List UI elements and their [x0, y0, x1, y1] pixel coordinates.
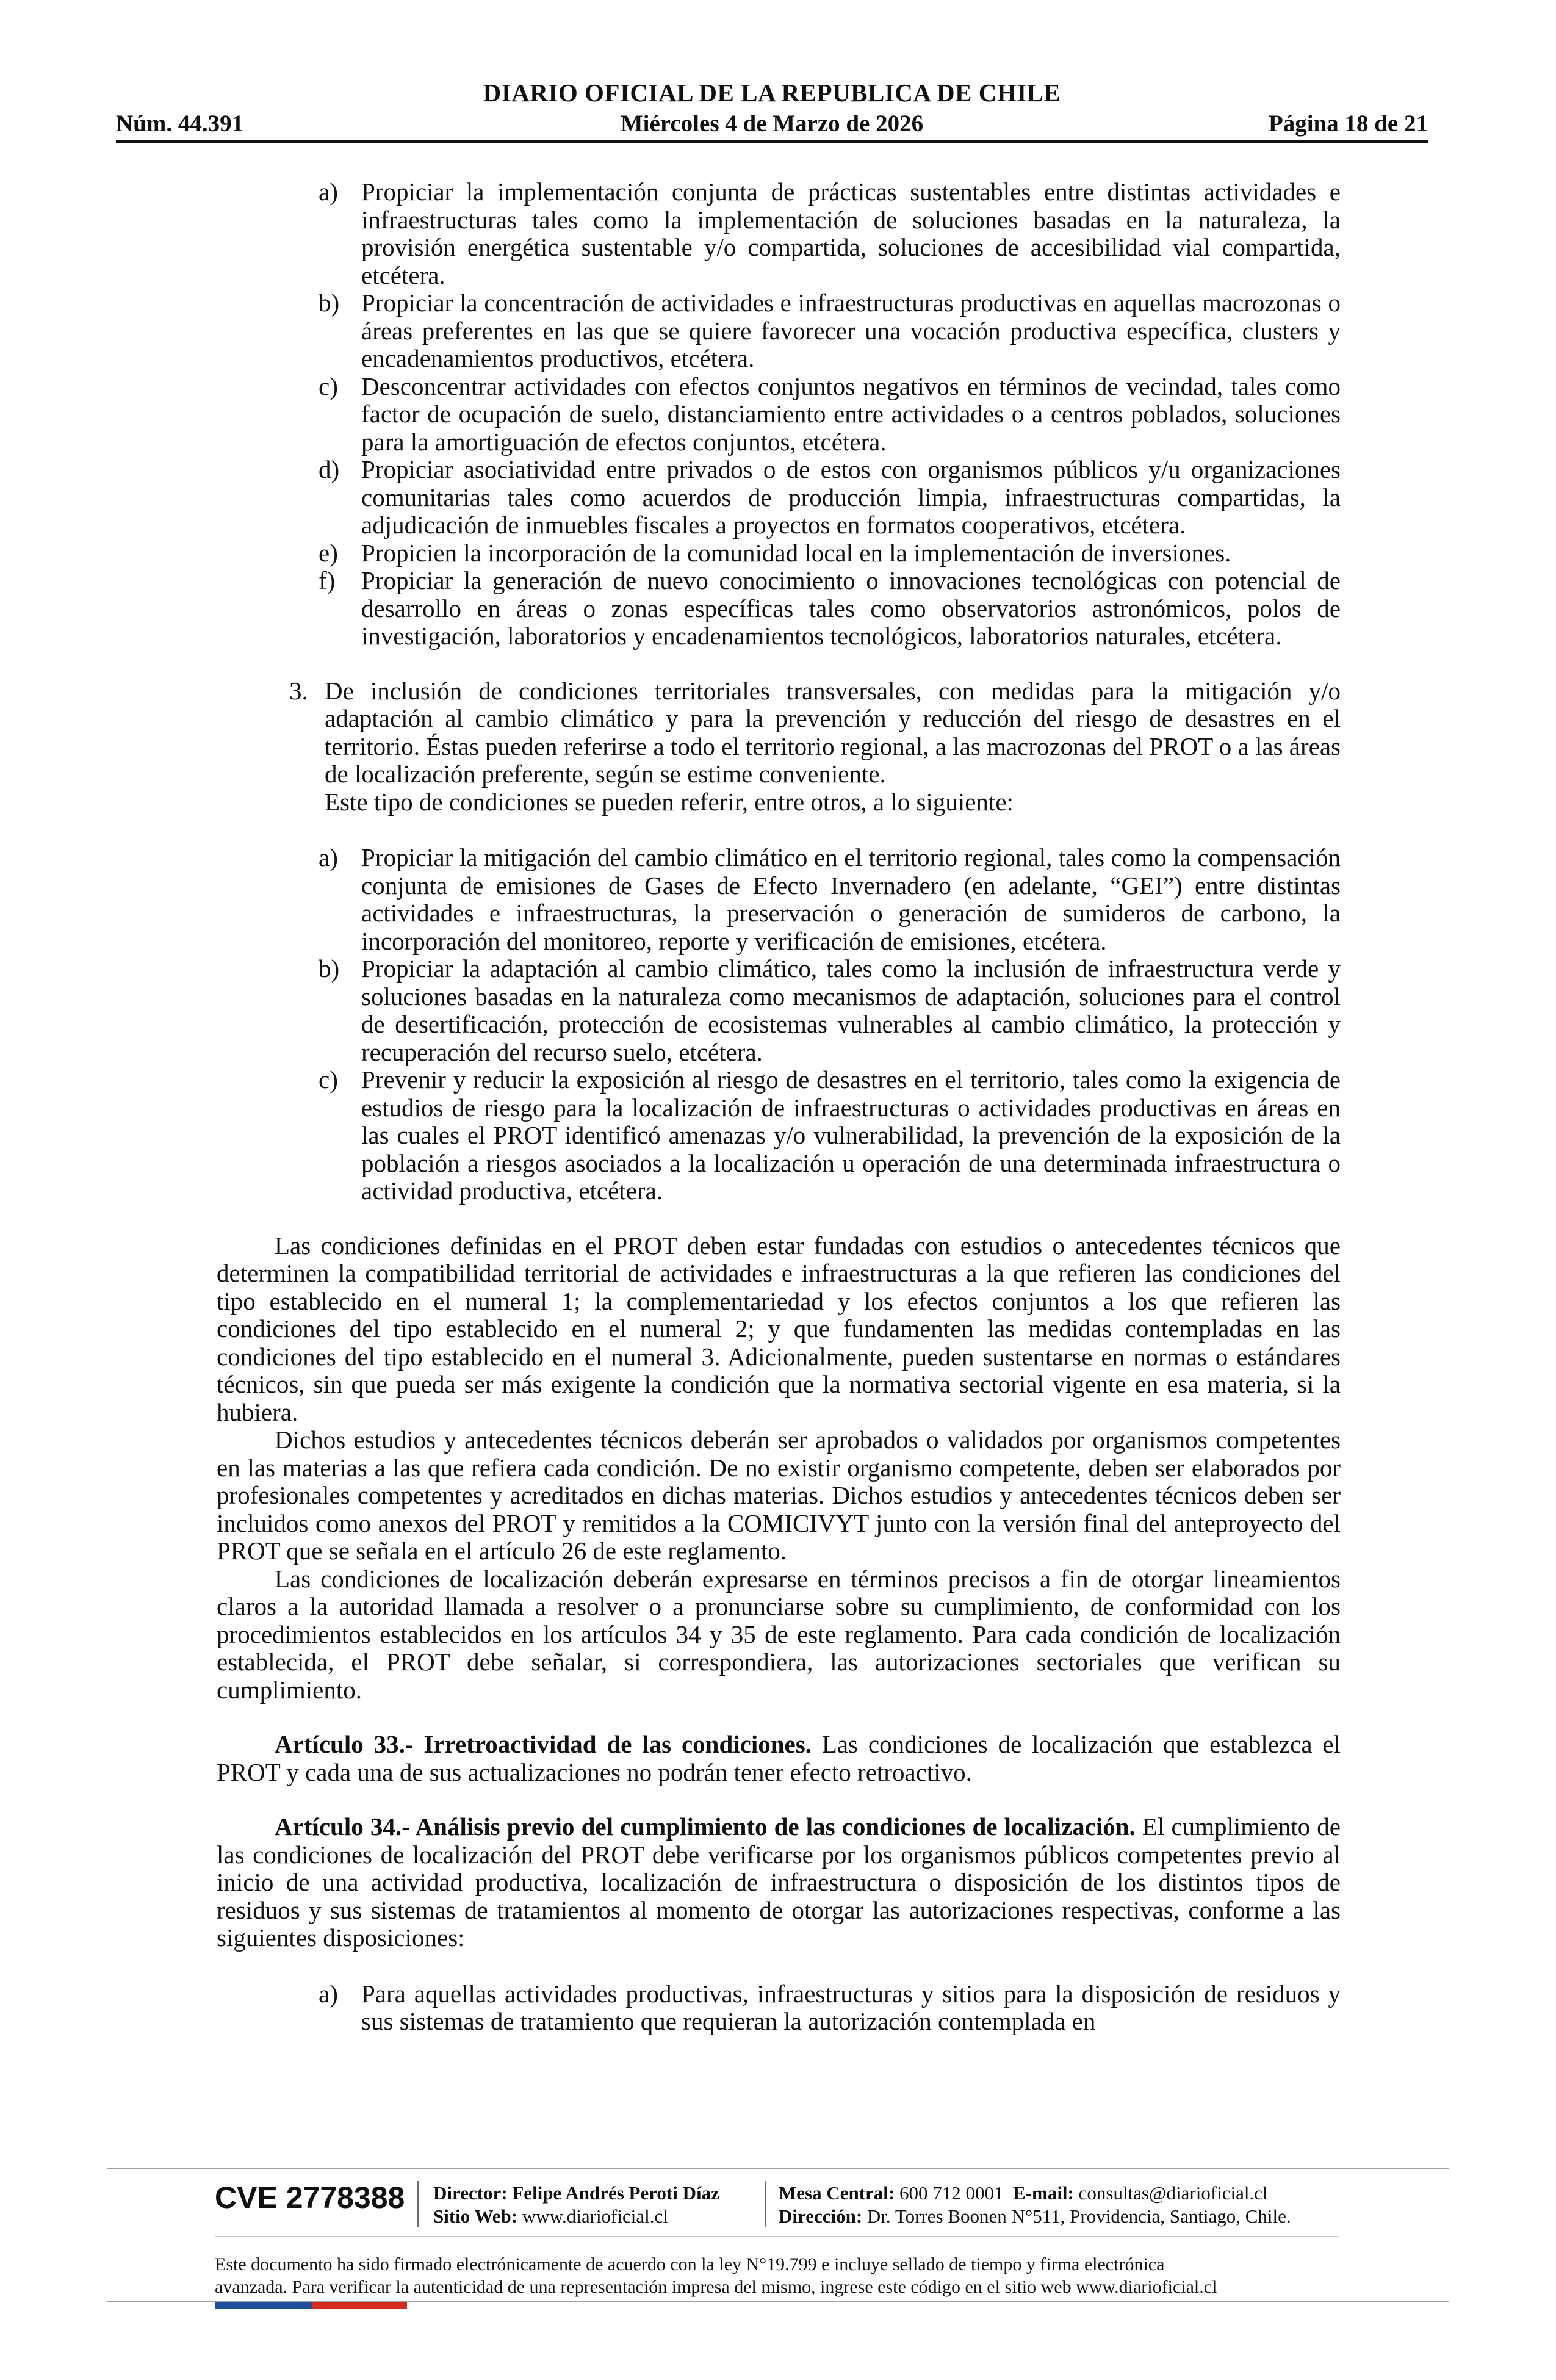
list-top [218, 178, 1341, 651]
list-item: a) Propiciar la implementación conjunta de prácticas sustentables entre distintas actividades e infraestructuras tales como la implementación de soluciones basadas en la naturaleza, la provisión energética sustentable y/o compartida, soluciones de accesibilidad vial compartida, etcétera. [319, 178, 1341, 289]
article-33-heading: Artículo 33.- Irretroactividad de las condiciones. [275, 1730, 812, 1758]
page-number: Página 18 de 21 [1268, 110, 1428, 137]
numeral-marker: 3. [289, 676, 308, 705]
article-33 [217, 1731, 1341, 1786]
footer-separator [417, 2181, 419, 2227]
list-item: b) Propiciar la concentración de actividades e infraestructuras productivas en aquellas macrozonas o áreas preferentes en las que se quiere favorecer una vocación productiva específica, clusters y encadenamientos productivos, etcétera. [319, 289, 1341, 372]
paragraph: Las condiciones definidas en el PROT deben estar fundadas con estudios o antecedentes técnicos que determinen la compatibilidad territorial de actividades e infraestructuras a la que refieren las condiciones del tipo establecido en el numeral 1; la complementariedad y los efectos conjuntos a los que refieren las condiciones del tipo establecido en el numeral 2; y que fundamenten las medidas contempladas en las condiciones del tipo establecido en el numeral 3. Adicionalmente, pueden sustentarse en normas o estándares técnicos, sin que pueda ser más exigente la condición que la normativa sectorial vigente en esa materia, si la hubiera. [217, 1231, 1341, 1426]
article-33-text: Las condiciones de localización que establezca el PROT y cada una de sus actualizaciones no podrán tener efecto retroactivo. [217, 1730, 1341, 1786]
footer-contact-block [779, 2182, 1291, 2228]
list-item: a) Propiciar la mitigación del cambio climático en el territorio regional, tales como la compensación conjunta de emisiones de Gases de Efecto Invernadero (en adelante, “GEI”) entre distintas actividades e infraestructuras, la preservación o generación de sumideros de carbono, la incorporación del monitoreo, reporte y verificación de emisiones, etcétera. [319, 843, 1341, 955]
article-34-text: El cumplimiento de las condiciones de localización del PROT debe verificarse por los organismos públicos competentes previo al inicio de una actividad productiva, localización de infraestructura o disposición de los distintos tipos de residuos y sus sistemas de tratamientos al momento de otorgar las autorizaciones respectivas, conforme a las siguientes disposiciones: [217, 1812, 1341, 1952]
list-item: d) Propiciar asociatividad entre privados o de estos con organismos públicos y/u organizaciones comunitarias tales como acuerdos de producción limpia, infraestructuras compartidas, la adjudicación de inmuebles fiscales a proyectos en formatos cooperativos, etcétera. [319, 455, 1341, 539]
list-article34 [218, 1980, 1341, 2036]
list-item: f) Propiciar la generación de nuevo conocimiento o innovaciones tecnológicas con potencial de desarrollo en áreas o zonas específicas tales como observatorios astronómicos, polos de investigación, laboratorios y encadenamientos tecnológicos, laboratorios naturales, etcétera. [319, 566, 1341, 650]
numeral-3-text: De inclusión de condiciones territoriales transversales, con medidas para la mitigación y/o adaptación al cambio climático y para la prevención y reducción del riesgo de desastres en el territorio. Éstas pueden referirse a todo el territorio regional, a las macrozonas del PROT o a las áreas de localización preferente, según se estime conveniente. [325, 676, 1341, 788]
list-item: e) Propicien la incorporación de la comunidad local en la implementación de inversiones. [319, 538, 1231, 567]
footer-rule-mid [215, 2236, 1338, 2237]
numeral-3-intro: Este tipo de condiciones se pueden referir, entre otros, a lo siguiente: [325, 787, 1014, 816]
footer-separator [765, 2181, 766, 2227]
body-paragraphs [217, 1232, 1341, 1952]
paragraph: Las condiciones de localización deberán expresarse en términos precisos a fin de otorgar lineamientos claros a la autoridad llamada a resolver o a pronunciarse sobre su cumplimiento, de conformidad con los procedimientos establecidos en los artículos 34 y 35 de este reglamento. Para cada condición de localización establecida, el PROT debe señalar, si correspondiera, las autorizaciones sectoriales que verifican su cumplimiento. [217, 1564, 1341, 1704]
email-link[interactable]: consultas@diarioficial.cl [1073, 2182, 1268, 2204]
page-header [116, 73, 1428, 142]
list-item: b) Propiciar la adaptación al cambio climático, tales como la inclusión de infraestructura verde y soluciones basadas en la naturaleza como mecanismos de adaptación, soluciones para el control de desertificación, protección de ecosistemas vulnerables al cambio climático, la protección y recuperación del recurso suelo, etcétera. [319, 954, 1341, 1066]
article-34-heading: Artículo 34.- Análisis previo del cumplimiento de las condiciones de localización. [275, 1812, 1136, 1841]
footer-rule-top [107, 2168, 1449, 2169]
website-line: Sitio Web: www.diarioficial.cl [433, 2205, 668, 2227]
issue-number: Núm. 44.391 [116, 110, 244, 137]
flag-stripe-red [312, 2302, 407, 2309]
list-section3 [218, 844, 1341, 1205]
list-item: c) Prevenir y reducir la exposición al riesgo de desastres en el territorio, tales como la exigencia de estudios de riesgo para la localización de infraestructuras o actividades productivas en áreas en las cuales el PROT identificó amenazas y/o vulnerabilidad, la prevención de la exposición de la población a riesgos asociados a la localización u operación de una determinada infraestructura o actividad productiva, etcétera. [319, 1066, 1341, 1205]
document-body [218, 178, 1341, 2036]
cve-code: CVE 2778388 [215, 2180, 405, 2215]
newspaper-title: DIARIO OFICIAL DE LA REPUBLICA DE CHILE [483, 79, 1061, 107]
signature-note: Este documento ha sido firmado electrónicamente de acuerdo con la ley N°19.799 e incluye sellado de tiempo y firma electrónica avanzada. Para verificar la autenticidad de una representación impresa del mismo, ingrese este código en el sitio web www.diarioficial.cl [215, 2254, 1217, 2297]
flag-stripe-blue [215, 2302, 312, 2309]
numeral-3 [218, 677, 1341, 817]
article-34 [217, 1813, 1341, 1952]
address-line: Dirección: Dr. Torres Boonen N°511, Providencia, Santiago, Chile. [779, 2205, 1291, 2227]
contact-line: Mesa Central: 600 712 0001 E-mail: consultas@diarioficial.cl [779, 2182, 1268, 2204]
list-item: a) Para aquellas actividades productivas, infraestructuras y sitios para la disposición de residuos y sus sistemas de tratamiento que requieran la autorización contemplada en [319, 1979, 1341, 2035]
issue-date: Miércoles 4 de Marzo de 2026 [620, 110, 924, 137]
footer-director-block [433, 2182, 719, 2228]
list-item: c) Desconcentrar actividades con efectos conjuntos negativos en términos de vecindad, tales como factor de ocupación de suelo, distanciamiento entre actividades o a centros poblados, soluciones para la amortiguación de efectos conjuntos, etcétera. [319, 372, 1341, 456]
website-link[interactable]: www.diarioficial.cl [517, 2205, 668, 2227]
paragraph: Dichos estudios y antecedentes técnicos deberán ser aprobados o validados por organismos competentes en las materias a las que refiera cada condición. De no existir organismo competente, deben ser elaborados por profesionales competentes y acreditados en dichas materias. Dichos estudios y antecedentes técnicos deben ser incluidos como anexos del PROT y remitidos a la COMICIVYT junto con la versión final del anteproyecto del PROT que se señala en el artículo 26 de este reglamento. [217, 1426, 1341, 1565]
header-rule [116, 140, 1428, 143]
director-line: Director: Felipe Andrés Peroti Díaz [433, 2182, 719, 2204]
